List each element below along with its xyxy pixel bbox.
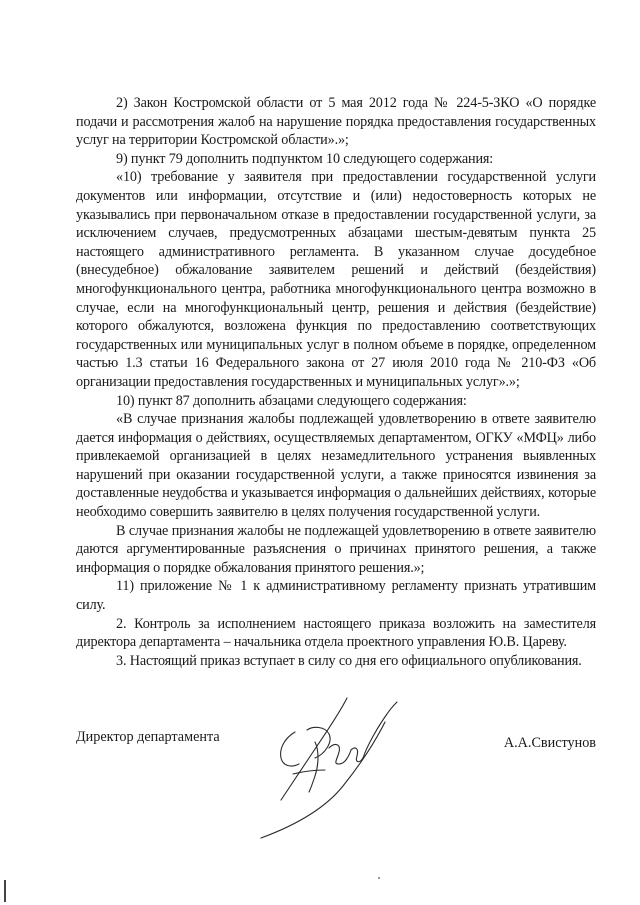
paragraph-complaint-rejected: В случае признания жалобы не подлежащей удовлетворению в ответе заявителю даются аргументированные разъяснения о причинах принятого решения, а также информация о порядке обжалования принятого решения.»; — [76, 522, 596, 576]
paragraph-law-reference: 2) Закон Костромской области от 5 мая 2012 года № 224-5-ЗКО «О порядке подачи и рассмотрения жалоб на нарушение порядка предоставления государственных услуг на территории Костромской области».»; — [76, 95, 596, 149]
paragraph-complaint-satisfied: «В случае признания жалобы подлежащей удовлетворению в ответе заявителю дается информация о действиях, осуществляемых департаментом, ОГКУ «МФЦ» либо привлекаемой организацией в целях незамедлительного устранения выявленных нарушений при оказании государственной услуги, а также приносятся извинения за доставленные неудобства и указывается информация о дальнейших действиях, которые необходимо совершить заявителю в целях получения государственной услуги. — [76, 411, 596, 521]
paragraph-appendix-void: 11) приложение № 1 к административному регламенту признать утратившим силу. — [76, 578, 596, 614]
paragraph-point-79: 9) пункт 79 дополнить подпунктом 10 следующего содержания: — [116, 150, 494, 167]
signatory-title: Директор департамента — [76, 729, 220, 745]
paragraph-effective-date: 3. Настоящий приказ вступает в силу со дня его официального опубликования. — [116, 652, 582, 669]
signatory-name: А.А.Свистунов — [503, 735, 596, 751]
scan-edge-mark — [4, 880, 6, 902]
document-body — [76, 94, 596, 670]
handwritten-signature — [255, 692, 415, 842]
paragraph-subpoint-10: «10) требование у заявителя при предоставлении государственной услуги документов или информации, отсутствие и (или) недостоверность которых не указывались при первоначальном отказе в предоставлении государственной услуги, за исключением случаев, предусмотренных абзацами шестым-девятым пункта 25 настоящего административного регламента. В указанном случае досудебное (внесудебное) обжалование заявителем решений и действий (бездействия) многофункционального центра, работника многофункционального центра возможно в случае, если на многофункциональный центр, решения и действия (бездействие) которого обжалуются, возложена функция по предоставлению соответствующих государственных или муниципальных услуг в полном объеме в порядке, определенном частью 1.3 статьи 16 Федерального закона от 27 июля 2010 года № 210-ФЗ «Об организации предоставления государственных и муниципальных услуг».»; — [76, 169, 596, 390]
paragraph-point-87: 10) пункт 87 дополнить абзацами следующего содержания: — [116, 392, 467, 409]
paragraph-control: 2. Контроль за исполнением настоящего приказа возложить на заместителя директора департамента – начальника отдела проектного управления Ю.В. Цареву. — [76, 615, 596, 651]
scan-speck — [378, 877, 380, 879]
